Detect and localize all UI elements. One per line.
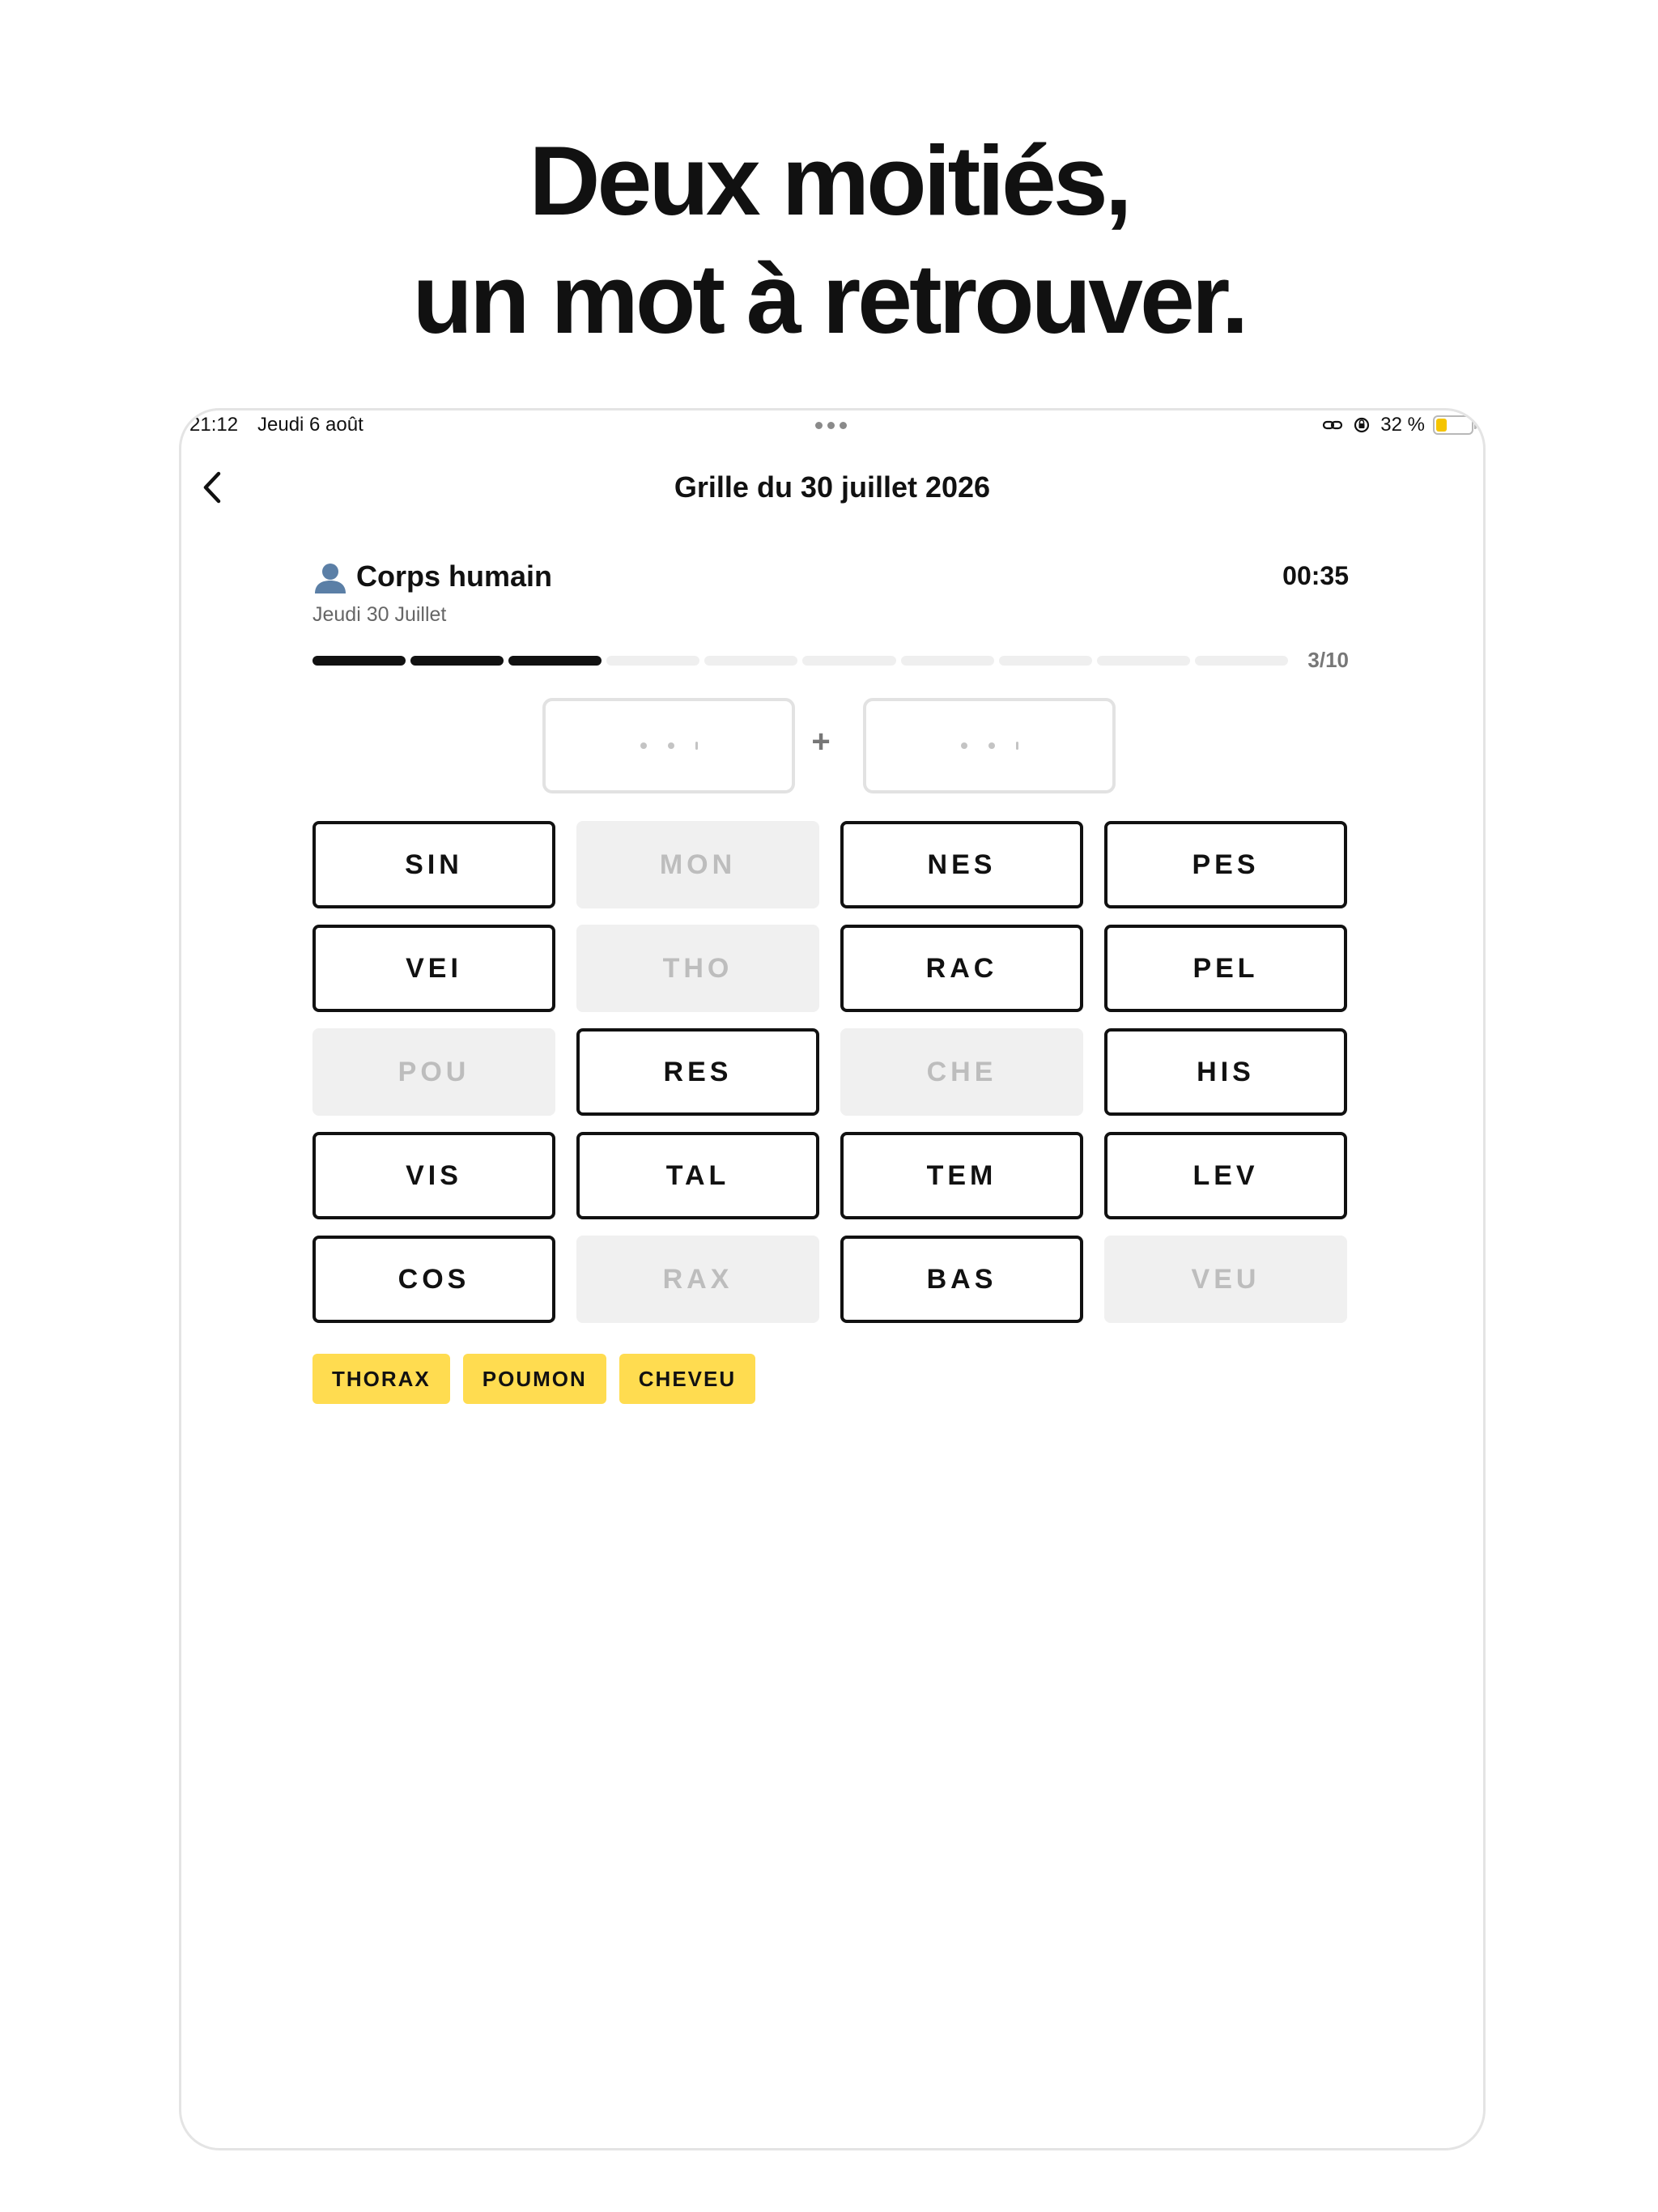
progress-segments [312,656,1288,666]
syllable-tile[interactable]: COS [312,1236,555,1323]
syllable-tile: RAX [576,1236,819,1323]
progress-segment [901,656,994,666]
status-bar [181,410,1483,440]
progress-segment [1195,656,1288,666]
answer-slots [312,698,1349,795]
syllable-tile[interactable]: TEM [840,1132,1083,1219]
syllable-tile: CHE [840,1028,1083,1116]
progress-segment [1097,656,1190,666]
page-title: Grille du 30 juillet 2026 [674,470,991,504]
progress-segment [508,656,602,666]
puzzle-area [312,556,1349,1404]
progress-segment [999,656,1092,666]
multitasking-dots-icon[interactable] [815,422,847,429]
answer-slot-second[interactable] [863,698,1116,793]
found-word-chip: THORAX [312,1354,450,1404]
progress-segment [410,656,504,666]
person-silhouette-icon [312,559,348,595]
syllable-tile[interactable]: SIN [312,821,555,908]
marketing-headline [0,121,1658,358]
found-word-chip: CHEVEU [619,1354,755,1404]
tablet-screen [179,408,1486,2150]
progress-count: 3/10 [1307,648,1349,672]
battery-percent: 32 % [1380,414,1425,436]
syllable-tile[interactable]: HIS [1104,1028,1347,1116]
syllable-tile[interactable]: RAC [840,925,1083,1012]
progress-segment [704,656,797,666]
status-time: 21:12 [189,414,239,436]
status-indicators [1322,414,1473,436]
syllable-tile[interactable]: RES [576,1028,819,1116]
syllable-tile[interactable]: PEL [1104,925,1347,1012]
found-words [312,1354,1349,1404]
orientation-lock-icon [1351,416,1372,434]
battery-level [1436,419,1447,432]
syllable-tile: THO [576,925,819,1012]
link-icon [1322,416,1343,434]
progress-segment [312,656,406,666]
syllable-tile[interactable]: LEV [1104,1132,1347,1219]
syllable-tile[interactable]: BAS [840,1236,1083,1323]
progress-segment [606,656,699,666]
progress-bar [312,648,1349,672]
puzzle-date: Jeudi 30 Juillet [312,603,447,626]
syllable-tile[interactable]: PES [1104,821,1347,908]
syllable-tile[interactable]: NES [840,821,1083,908]
syllable-tile: POU [312,1028,555,1116]
found-word-chip: POUMON [463,1354,606,1404]
navigation-bar [181,459,1483,516]
headline-line-1: Deux moitiés, [529,125,1129,236]
syllable-tile: MON [576,821,819,908]
headline-line-2: un mot à retrouver. [412,244,1246,354]
timer: 00:35 [1282,561,1349,590]
syllable-grid [312,821,1349,1323]
progress-segment [802,656,895,666]
category-title: Corps humain [356,559,553,593]
category-header [312,556,1349,597]
battery-icon [1433,415,1473,435]
answer-slot-first[interactable] [542,698,795,793]
syllable-tile[interactable]: VIS [312,1132,555,1219]
plus-icon: + [811,724,831,759]
syllable-tile[interactable]: VEI [312,925,555,1012]
status-date: Jeudi 6 août [257,414,363,436]
syllable-tile[interactable]: TAL [576,1132,819,1219]
syllable-tile: VEU [1104,1236,1347,1323]
